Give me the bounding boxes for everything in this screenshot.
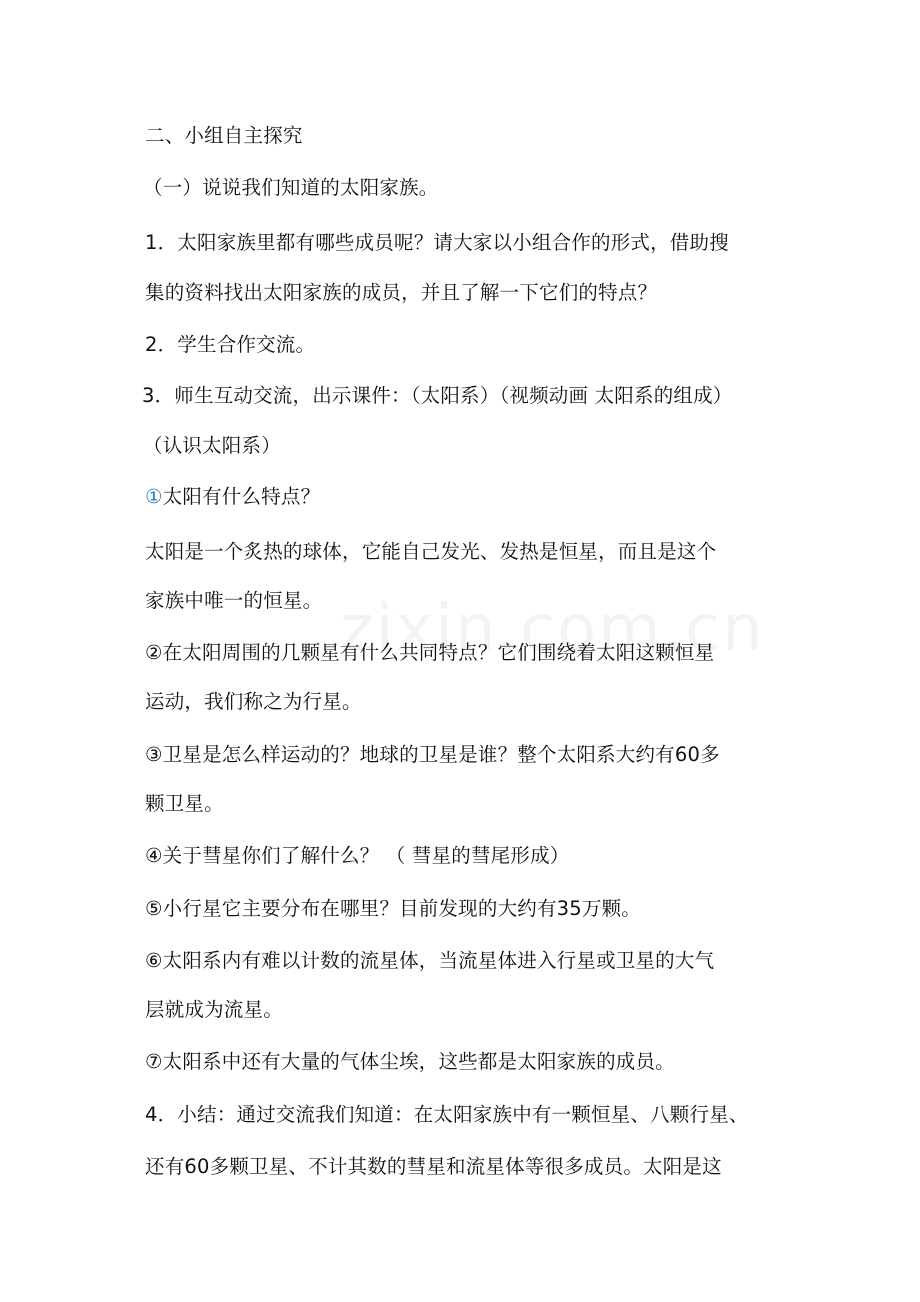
paragraph-line: 家族中唯一的恒星。 bbox=[145, 589, 323, 612]
question-line: ②在太阳周围的几颗星有什么共同特点？它们围绕着太阳这颗恒星 bbox=[145, 641, 715, 664]
paragraph-line: 2．学生合作交流。 bbox=[145, 333, 316, 356]
summary-line: 还有60多颗卫星、不计其数的彗星和流星体等很多成员。太阳是这 bbox=[145, 1155, 722, 1178]
paragraph-line: 层就成为流星。 bbox=[145, 998, 283, 1021]
paragraph-line: 太阳是一个炙热的球体，它能自己发光、发热是恒星，而且是这个 bbox=[145, 540, 717, 563]
question-line: ⑦太阳系中还有大量的气体尘埃，这些都是太阳家族的成员。 bbox=[145, 1050, 675, 1073]
question-line: ⑤小行星它主要分布在哪里？目前发现的大约有35万颗。 bbox=[145, 897, 641, 920]
paragraph-line: 3．师生互动交流，出示课件：（太阳系）（视频动画 太阳系的组成） bbox=[142, 384, 733, 407]
paragraph-line: 集的资料找出太阳家族的成员，并且了解一下它们的特点？ bbox=[145, 281, 658, 304]
subsection-heading: （一）说说我们知道的太阳家族。 bbox=[143, 176, 439, 199]
paragraph-line: 运动，我们称之为行星。 bbox=[145, 690, 362, 713]
question-line: ④关于彗星你们了解什么？ （ 彗星的彗尾形成） bbox=[145, 844, 570, 867]
question-line bbox=[145, 484, 320, 510]
question-line: ⑥太阳系内有难以计数的流星体，当流星体进入行星或卫星的大气 bbox=[145, 949, 715, 972]
question-text: 太阳有什么特点？ bbox=[162, 485, 321, 508]
question-line: ③卫星是怎么样运动的？地球的卫星是谁？整个太阳系大约有60多 bbox=[145, 743, 720, 766]
circled-number-1: ① bbox=[145, 485, 163, 508]
summary-line: 4．小结：通过交流我们知道：在太阳家族中有一颗恒星、八颗行星、 bbox=[145, 1103, 749, 1126]
paragraph-line: 颗卫星。 bbox=[145, 792, 224, 815]
section-heading: 二、小组自主探究 bbox=[145, 124, 303, 147]
paragraph-line: 1．太阳家族里都有哪些成员呢？请大家以小组合作的形式，借助搜 bbox=[145, 231, 729, 254]
paragraph-line: （认识太阳系） bbox=[143, 434, 281, 457]
